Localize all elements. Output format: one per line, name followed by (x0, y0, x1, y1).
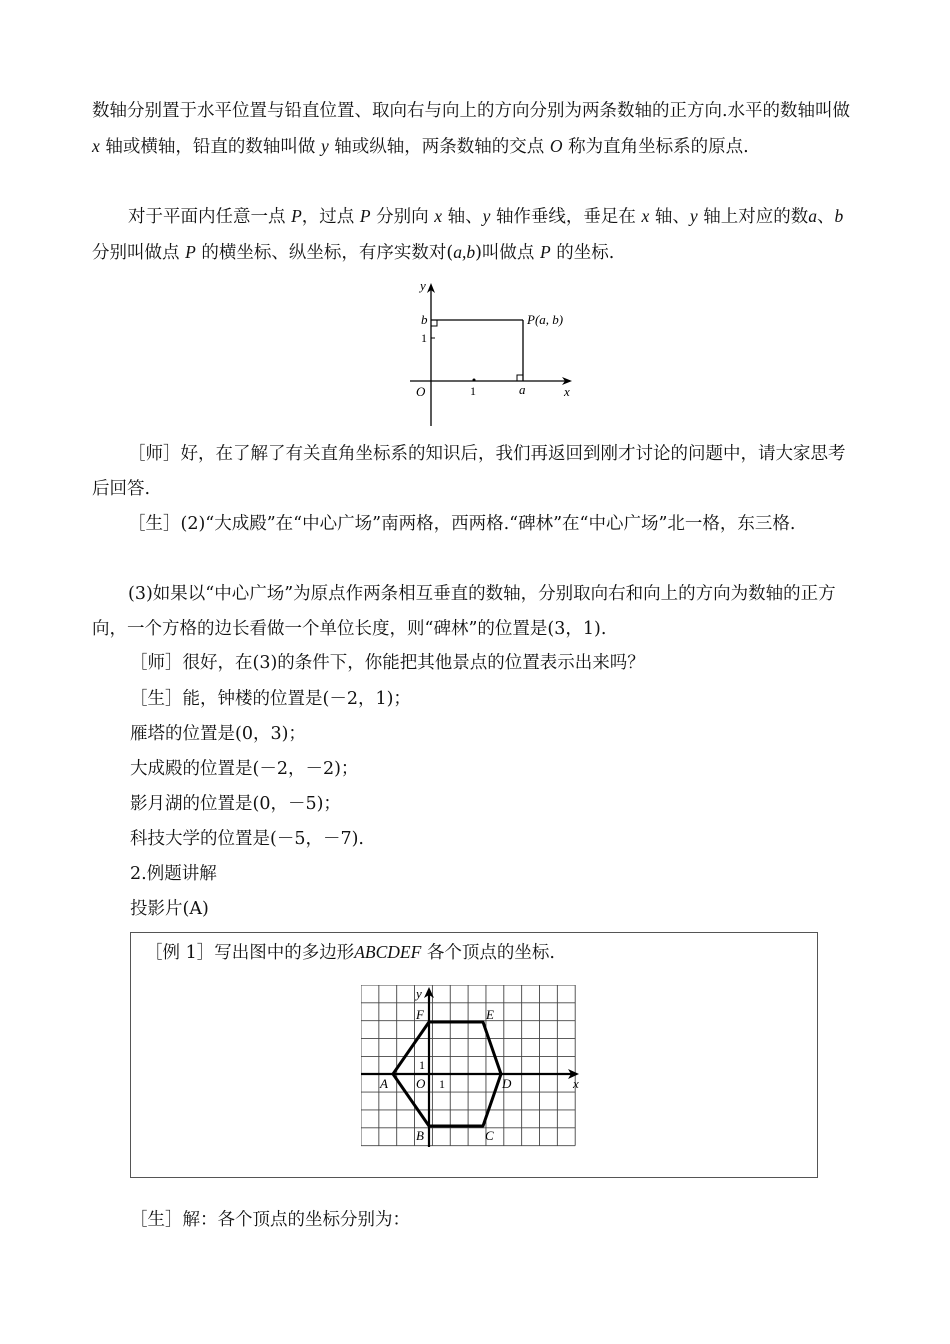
paragraph-coordinate-definition: 对于平面内任意一点 P，过点 P 分别向 x 轴、y 轴作垂线，垂足在 x 轴、y 轴上对应的数a、b 分别叫做点 P 的横坐标、纵坐标，有序实数对(a,b)叫做点 P 的坐标. (92, 206, 844, 263)
student-answer-2: ［生］(2)“大成殿”在“中心广场”南两格，西两格.“碑林”在“中心广场”北一格，东三格. (128, 514, 796, 534)
student-answer-3: (3)如果以“中心广场”为原点作两条相互垂直的数轴，分别取向右和向上的方向为数轴的正方向，一个方格的边长看做一个单位长度，则“碑林”的位置是(3，1). (92, 584, 836, 639)
teacher-remark-1: ［师］好，在了解了有关直角坐标系的知识后，我们再返回到刚才讨论的问题中，请大家思考后回答. (92, 444, 846, 499)
origin-label: O (416, 384, 426, 399)
student-solution-intro: ［生］解：各个顶点的坐标分别为： (130, 1210, 410, 1230)
x-axis-label: x (564, 384, 570, 399)
grid-lines (361, 985, 575, 1146)
right-angle-mark-y (431, 320, 437, 326)
vertex-a-label: A (380, 1076, 388, 1091)
x-one-label: 1 (439, 1077, 445, 1091)
y-axis-label: y (420, 278, 426, 293)
section-heading-examples: 2.例题讲解 (130, 864, 217, 884)
x-tick-1 (473, 379, 476, 382)
b-label: b (421, 312, 428, 327)
example-1-box (130, 932, 818, 1178)
example-1-title: ［例 1］写出图中的多边形ABCDEF 各个顶点的坐标. (145, 942, 555, 963)
vertex-b-label: B (416, 1128, 424, 1143)
y-axis-label: y (416, 986, 422, 1001)
projector-label: 投影片(A) (130, 899, 209, 919)
vertex-d-label: D (502, 1076, 512, 1091)
origin-label: O (416, 1076, 426, 1091)
x-axis-label: x (573, 1076, 579, 1091)
x-one-label: 1 (470, 384, 476, 398)
answer-yingyuehu: 影月湖的位置是(0，－5)； (130, 794, 341, 814)
paragraph-axes-definition: 数轴分别置于水平位置与铅直位置、取向右与向上的方向分别为两条数轴的正方向.水平的数轴叫做 x 轴或横轴，铅直的数轴叫做 y 轴或纵轴，两条数轴的交点 O 称为直角坐标系的原点. (92, 101, 851, 157)
point-p-label: P(a, b) (527, 312, 564, 327)
vertex-e-label: E (486, 1007, 494, 1022)
y-one-label: 1 (421, 331, 427, 345)
answer-dachengdian: 大成殿的位置是(－2，－2)； (130, 759, 359, 779)
answer-yanta: 雁塔的位置是(0，3)； (130, 724, 306, 744)
coordinate-definition-figure (400, 278, 580, 428)
vertex-f-label: F (416, 1007, 424, 1022)
answer-keji-university: 科技大学的位置是(－5，－7). (130, 829, 364, 849)
y-one-label: 1 (419, 1058, 425, 1072)
teacher-remark-2: ［师］很好，在(3)的条件下，你能把其他景点的位置表示出来吗？ (130, 653, 645, 673)
vertex-c-label: C (485, 1128, 494, 1143)
a-label: a (519, 382, 526, 397)
polygon-grid-figure (361, 985, 591, 1147)
right-angle-mark-x (517, 375, 523, 381)
student-answer-bell-tower: ［生］能，钟楼的位置是(－2，1)； (130, 689, 411, 709)
